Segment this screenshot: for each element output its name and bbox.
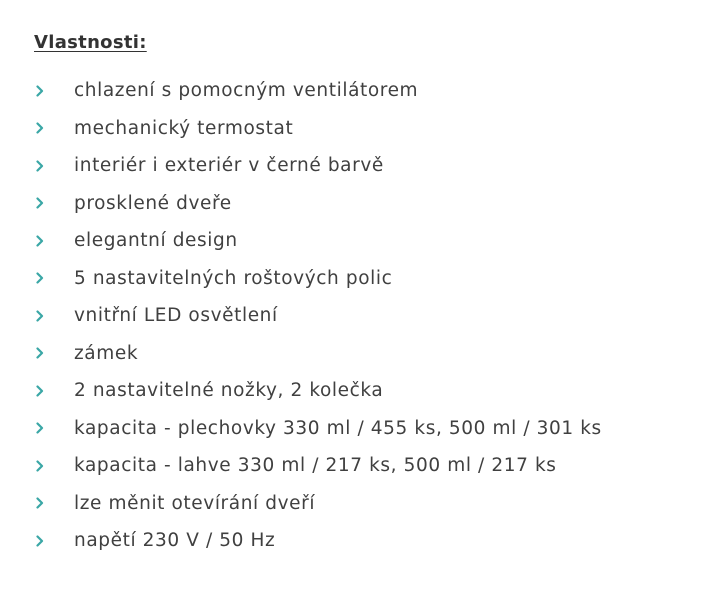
- list-item: [36, 410, 602, 448]
- list-item: [36, 72, 602, 110]
- list-item: [36, 335, 602, 373]
- feature-text: kapacita - plechovky 330 ml / 455 ks, 500 ml / 301 ks: [74, 417, 602, 439]
- feature-text: prosklené dveře: [74, 192, 232, 214]
- feature-text: kapacita - lahve 330 ml / 217 ks, 500 ml / 217 ks: [74, 455, 557, 477]
- feature-text: lze měnit otevírání dveří: [74, 492, 316, 514]
- chevron-right-icon: [36, 85, 74, 97]
- feature-text: napětí 230 V / 50 Hz: [74, 530, 276, 552]
- chevron-right-icon: [36, 422, 74, 434]
- feature-text: vnitřní LED osvětlení: [74, 305, 278, 327]
- chevron-right-icon: [36, 122, 74, 134]
- list-item: [36, 447, 602, 485]
- chevron-right-icon: [36, 197, 74, 209]
- list-item: [36, 522, 602, 560]
- list-item: [36, 485, 602, 523]
- chevron-right-icon: [36, 160, 74, 172]
- feature-text: mechanický termostat: [74, 117, 294, 139]
- feature-list: [36, 72, 602, 560]
- chevron-right-icon: [36, 310, 74, 322]
- chevron-right-icon: [36, 535, 74, 547]
- list-item: [36, 260, 602, 298]
- feature-text: zámek: [74, 342, 139, 364]
- feature-text: chlazení s pomocným ventilátorem: [74, 80, 419, 102]
- chevron-right-icon: [36, 347, 74, 359]
- list-item: [36, 222, 602, 260]
- chevron-right-icon: [36, 235, 74, 247]
- chevron-right-icon: [36, 497, 74, 509]
- chevron-right-icon: [36, 272, 74, 284]
- list-item: [36, 147, 602, 185]
- feature-text: elegantní design: [74, 230, 238, 252]
- feature-text: interiér i exteriér v černé barvě: [74, 155, 384, 177]
- section-heading: Vlastnosti:: [34, 32, 147, 53]
- feature-text: 2 nastavitelné nožky, 2 kolečka: [74, 380, 384, 402]
- feature-text: 5 nastavitelných roštových polic: [74, 267, 393, 289]
- chevron-right-icon: [36, 460, 74, 472]
- list-item: [36, 297, 602, 335]
- list-item: [36, 372, 602, 410]
- list-item: [36, 185, 602, 223]
- chevron-right-icon: [36, 385, 74, 397]
- list-item: [36, 110, 602, 148]
